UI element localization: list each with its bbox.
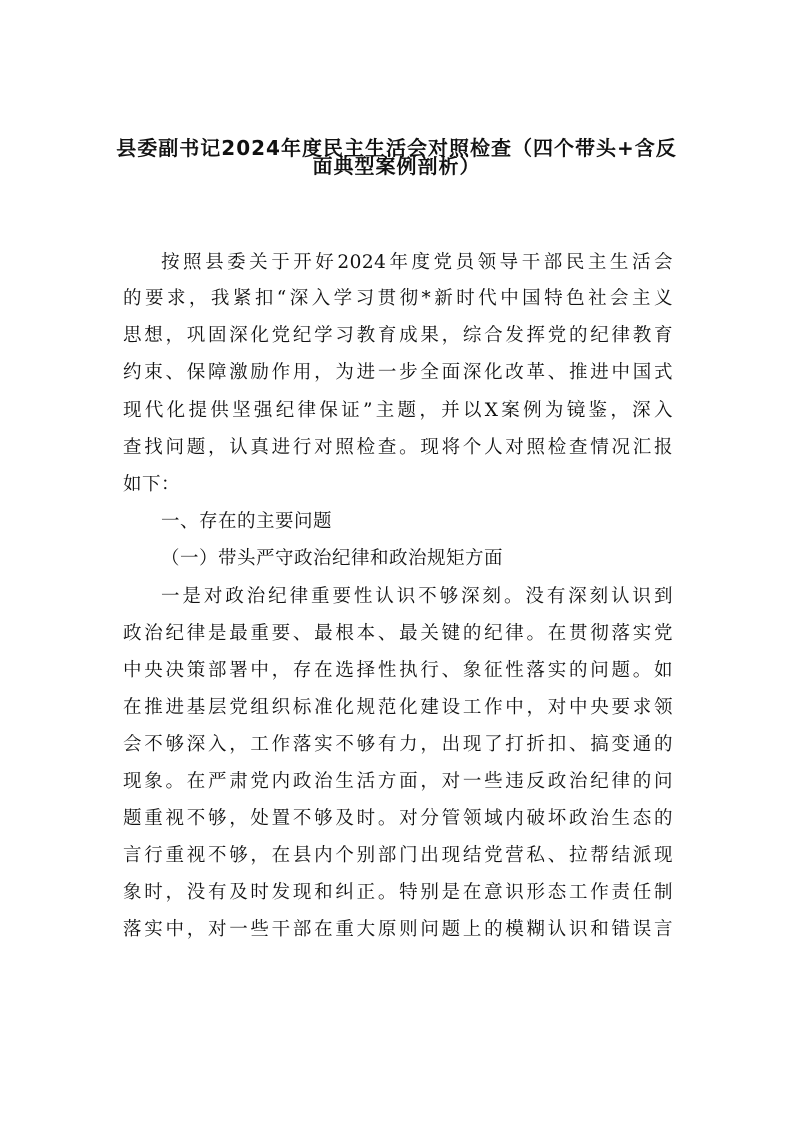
paragraph-2-line-1: 一是对政治纪律重要性认识不够深刻。没有深刻认识到 bbox=[161, 586, 673, 607]
paragraph-2-line-8: 言行重视不够，在县内个别部门出现结党营私、拉帮结派现 bbox=[123, 845, 673, 866]
paragraph-2-line-7: 题重视不够，处置不够及时。对分管领域内破坏政治生态的 bbox=[123, 808, 673, 829]
paragraph-2-line-6: 现象。在严肃党内政治生活方面，对一些违反政治纪律的问 bbox=[123, 771, 673, 792]
paragraph-1-line-5: 现代化提供坚强纪律保证”主题，并以X案例为镜鉴，深入 bbox=[123, 400, 673, 421]
paragraph-1-line-1: 按照县委关于开好2024年度党员领导干部民主生活会 bbox=[161, 252, 673, 273]
document-title-line-1: 县委副书记2024年度民主生活会对照检查（四个带头+含反 bbox=[116, 136, 677, 160]
section-heading-2: （一）带头严守政治纪律和政治规矩方面 bbox=[161, 548, 504, 569]
paragraph-1-line-2: 的要求，我紧扣“深入学习贯彻*新时代中国特色社会主义 bbox=[123, 288, 673, 309]
paragraph-2-line-10: 落实中，对一些干部在重大原则问题上的模糊认识和错误言 bbox=[123, 919, 673, 940]
paragraph-1-line-6: 查找问题，认真进行对照检查。现将个人对照检查情况汇报 bbox=[123, 437, 673, 458]
document-title-line-2: 面典型案例剖析） bbox=[312, 154, 481, 178]
paragraph-1-line-3: 思想，巩固深化党纪学习教育成果，综合发挥党的纪律教育 bbox=[123, 325, 673, 346]
paragraph-1-line-7: 如下： bbox=[123, 474, 181, 495]
paragraph-1-line-4: 约束、保障激励作用，为进一步全面深化改革、推进中国式 bbox=[123, 362, 673, 383]
paragraph-2-line-3: 中央决策部署中，存在选择性执行、象征性落实的问题。如 bbox=[123, 660, 673, 681]
paragraph-2-line-9: 象时，没有及时发现和纠正。特别是在意识形态工作责任制 bbox=[123, 882, 673, 903]
paragraph-2-line-5: 会不够深入，工作落实不够有力，出现了打折扣、搞变通的 bbox=[123, 734, 673, 755]
section-heading-1: 一、存在的主要问题 bbox=[161, 511, 333, 532]
paragraph-2-line-4: 在推进基层党组织标准化规范化建设工作中，对中央要求领 bbox=[123, 697, 673, 718]
paragraph-2-line-2: 政治纪律是最重要、最根本、最关键的纪律。在贯彻落实党 bbox=[123, 623, 673, 644]
